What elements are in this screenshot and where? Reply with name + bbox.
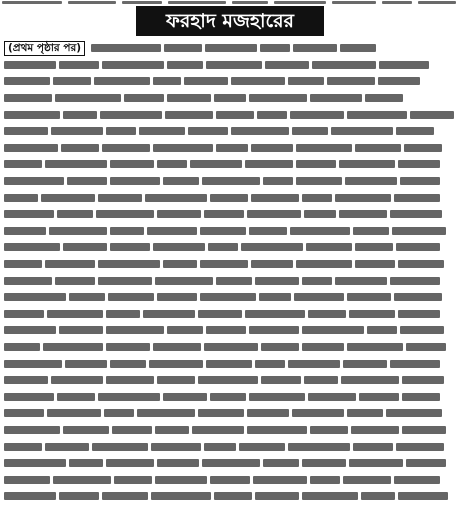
text-placeholder xyxy=(402,376,444,384)
text-placeholder xyxy=(355,243,393,251)
text-placeholder xyxy=(304,376,338,384)
text-placeholder xyxy=(157,376,195,384)
text-placeholder xyxy=(347,293,391,301)
text-placeholder xyxy=(396,243,440,251)
text-placeholder xyxy=(204,443,236,451)
text-placeholder xyxy=(114,476,152,484)
text-placeholder xyxy=(206,360,252,368)
text-placeholder xyxy=(137,409,195,417)
text-placeholder xyxy=(53,476,111,484)
text-placeholder xyxy=(310,426,348,434)
text-placeholder xyxy=(210,393,246,401)
text-placeholder xyxy=(157,160,187,168)
text-placeholder xyxy=(204,210,244,218)
text-line xyxy=(4,339,454,356)
text-placeholder xyxy=(110,360,146,368)
text-placeholder xyxy=(67,177,107,185)
text-placeholder xyxy=(335,194,391,202)
text-placeholder xyxy=(239,443,285,451)
text-placeholder xyxy=(249,326,299,334)
text-placeholder xyxy=(290,227,350,235)
text-placeholder xyxy=(147,227,197,235)
text-placeholder xyxy=(55,277,95,285)
text-placeholder xyxy=(247,210,301,218)
previous-article-text-fragment xyxy=(232,1,268,4)
text-placeholder xyxy=(4,77,50,85)
text-placeholder xyxy=(296,160,336,168)
text-placeholder xyxy=(247,409,289,417)
text-placeholder xyxy=(365,94,403,102)
text-placeholder xyxy=(157,459,199,467)
text-placeholder xyxy=(302,459,346,467)
text-placeholder xyxy=(4,177,64,185)
text-placeholder xyxy=(167,94,211,102)
text-placeholder xyxy=(347,409,383,417)
text-placeholder xyxy=(4,111,60,119)
text-placeholder xyxy=(214,94,246,102)
text-placeholder xyxy=(353,443,393,451)
text-placeholder xyxy=(108,293,154,301)
text-placeholder xyxy=(379,61,429,69)
text-placeholder xyxy=(151,443,201,451)
text-placeholder xyxy=(198,310,242,318)
text-placeholder xyxy=(106,326,164,334)
text-placeholder xyxy=(110,177,160,185)
text-placeholder xyxy=(396,127,434,135)
text-placeholder xyxy=(57,393,95,401)
text-placeholder xyxy=(106,127,136,135)
text-placeholder xyxy=(292,409,344,417)
text-placeholder xyxy=(139,127,185,135)
text-placeholder xyxy=(331,127,393,135)
text-placeholder xyxy=(302,194,332,202)
text-placeholder xyxy=(96,210,154,218)
text-placeholder xyxy=(4,326,56,334)
text-placeholder xyxy=(327,77,375,85)
text-placeholder xyxy=(110,160,154,168)
text-line xyxy=(4,488,454,505)
text-placeholder xyxy=(202,177,260,185)
text-placeholder xyxy=(198,409,244,417)
text-placeholder xyxy=(208,243,238,251)
text-placeholder xyxy=(398,310,440,318)
text-placeholder xyxy=(61,144,99,152)
text-placeholder xyxy=(247,426,307,434)
text-placeholder xyxy=(4,459,66,467)
text-placeholder xyxy=(112,426,152,434)
text-placeholder xyxy=(390,210,442,218)
text-placeholder xyxy=(293,44,337,52)
text-placeholder xyxy=(345,177,397,185)
text-placeholder xyxy=(100,111,162,119)
text-placeholder xyxy=(4,277,52,285)
text-placeholder xyxy=(396,443,444,451)
text-placeholder xyxy=(4,94,52,102)
previous-article-text-fragment xyxy=(168,1,226,4)
text-placeholder xyxy=(163,177,199,185)
text-placeholder xyxy=(102,492,148,500)
text-line xyxy=(4,289,454,306)
text-placeholder xyxy=(402,393,440,401)
text-placeholder xyxy=(155,476,207,484)
text-placeholder xyxy=(205,44,257,52)
text-placeholder xyxy=(4,492,56,500)
text-placeholder xyxy=(296,144,352,152)
text-placeholder xyxy=(145,194,207,202)
text-placeholder xyxy=(302,277,332,285)
text-placeholder xyxy=(167,61,203,69)
text-placeholder xyxy=(400,177,440,185)
text-line xyxy=(4,322,454,339)
text-placeholder xyxy=(184,77,228,85)
text-placeholder xyxy=(51,127,103,135)
text-placeholder xyxy=(98,260,160,268)
text-placeholder xyxy=(4,293,66,301)
text-placeholder xyxy=(153,144,213,152)
text-placeholder xyxy=(4,360,62,368)
text-placeholder xyxy=(57,210,93,218)
text-placeholder xyxy=(98,194,142,202)
text-placeholder xyxy=(288,77,324,85)
text-placeholder xyxy=(47,310,103,318)
headline: ফরহাদ মজহারের xyxy=(165,10,294,32)
text-placeholder xyxy=(63,243,107,251)
text-placeholder xyxy=(251,194,299,202)
text-placeholder xyxy=(263,459,299,467)
text-placeholder xyxy=(151,492,211,500)
text-placeholder xyxy=(157,293,197,301)
text-placeholder xyxy=(308,393,356,401)
text-placeholder xyxy=(69,459,103,467)
text-placeholder xyxy=(404,144,442,152)
text-placeholder xyxy=(255,360,285,368)
text-placeholder xyxy=(4,243,60,251)
text-placeholder xyxy=(59,326,103,334)
text-placeholder xyxy=(198,376,258,384)
text-placeholder xyxy=(361,492,395,500)
text-line xyxy=(4,405,454,422)
text-placeholder xyxy=(200,227,246,235)
text-placeholder xyxy=(288,443,350,451)
text-placeholder xyxy=(347,111,407,119)
text-line xyxy=(4,455,454,472)
text-placeholder xyxy=(390,277,440,285)
text-placeholder xyxy=(398,492,448,500)
text-placeholder xyxy=(110,243,150,251)
text-placeholder xyxy=(310,94,362,102)
article-paragraph xyxy=(4,40,454,505)
text-placeholder xyxy=(155,426,189,434)
text-placeholder xyxy=(45,443,89,451)
text-placeholder xyxy=(98,393,160,401)
text-line xyxy=(4,388,454,405)
text-placeholder xyxy=(343,360,387,368)
text-placeholder xyxy=(390,360,440,368)
text-placeholder xyxy=(216,111,254,119)
text-line xyxy=(4,355,454,372)
text-placeholder xyxy=(340,44,376,52)
text-placeholder xyxy=(302,326,364,334)
text-placeholder xyxy=(306,243,352,251)
text-line xyxy=(4,471,454,488)
text-placeholder xyxy=(302,492,358,500)
text-placeholder xyxy=(259,293,291,301)
text-placeholder xyxy=(398,260,444,268)
text-placeholder xyxy=(94,77,150,85)
text-line xyxy=(4,272,454,289)
text-placeholder xyxy=(104,409,134,417)
text-placeholder xyxy=(155,277,213,285)
text-line xyxy=(4,189,454,206)
text-placeholder xyxy=(241,243,303,251)
text-placeholder xyxy=(91,44,161,52)
text-placeholder xyxy=(245,160,293,168)
text-placeholder xyxy=(4,343,40,351)
previous-article-text-fragment xyxy=(2,1,62,4)
text-placeholder xyxy=(341,376,399,384)
text-placeholder xyxy=(200,293,256,301)
text-placeholder xyxy=(59,61,99,69)
text-placeholder xyxy=(251,260,293,268)
text-placeholder xyxy=(45,160,107,168)
headline-banner xyxy=(136,6,324,36)
article-body xyxy=(4,40,454,524)
text-placeholder xyxy=(165,111,213,119)
text-placeholder xyxy=(255,277,299,285)
text-placeholder xyxy=(406,343,446,351)
text-placeholder xyxy=(302,343,344,351)
text-placeholder xyxy=(378,77,420,85)
text-placeholder xyxy=(143,310,195,318)
text-line xyxy=(4,223,454,240)
text-placeholder xyxy=(69,293,105,301)
text-placeholder xyxy=(394,293,442,301)
text-placeholder xyxy=(4,310,44,318)
text-placeholder xyxy=(402,426,446,434)
text-placeholder xyxy=(153,77,181,85)
text-placeholder xyxy=(41,194,95,202)
text-placeholder xyxy=(290,111,344,119)
text-line xyxy=(4,256,454,273)
text-placeholder xyxy=(106,310,140,318)
text-placeholder xyxy=(204,343,258,351)
text-placeholder xyxy=(4,409,44,417)
text-placeholder xyxy=(4,144,58,152)
previous-article-text-fragment xyxy=(332,1,376,4)
previous-article-text-fragment xyxy=(418,1,456,4)
text-placeholder xyxy=(63,111,97,119)
text-placeholder xyxy=(251,144,293,152)
text-line xyxy=(4,156,454,173)
text-line xyxy=(4,438,454,455)
text-placeholder xyxy=(124,94,164,102)
text-line xyxy=(4,239,454,256)
text-placeholder xyxy=(231,77,285,85)
text-placeholder xyxy=(263,177,293,185)
text-placeholder xyxy=(349,459,403,467)
text-placeholder xyxy=(394,476,440,484)
text-placeholder xyxy=(335,277,387,285)
previous-article-text-fragment xyxy=(274,1,326,4)
text-placeholder xyxy=(45,260,95,268)
continued-from-front-page-tag: (প্রথম পৃষ্ঠার পর) xyxy=(4,41,85,56)
text-line xyxy=(4,73,454,90)
text-placeholder xyxy=(406,459,446,467)
text-placeholder xyxy=(153,343,201,351)
text-placeholder xyxy=(92,443,148,451)
previous-article-text-fragment xyxy=(68,1,116,4)
text-line xyxy=(4,40,454,57)
text-placeholder xyxy=(4,393,54,401)
text-line xyxy=(4,173,454,190)
text-placeholder xyxy=(359,393,399,401)
text-placeholder xyxy=(255,492,299,500)
text-placeholder xyxy=(47,409,101,417)
text-placeholder xyxy=(102,144,150,152)
text-placeholder xyxy=(106,459,154,467)
text-placeholder xyxy=(163,393,207,401)
text-placeholder xyxy=(261,343,299,351)
text-placeholder xyxy=(410,111,454,119)
text-line xyxy=(4,106,454,123)
text-placeholder xyxy=(53,77,91,85)
text-placeholder xyxy=(400,326,444,334)
text-line xyxy=(4,90,454,107)
text-placeholder xyxy=(110,227,144,235)
text-placeholder xyxy=(164,44,202,52)
text-placeholder xyxy=(4,210,54,218)
text-line xyxy=(4,372,454,389)
text-placeholder xyxy=(392,227,446,235)
text-placeholder xyxy=(288,360,340,368)
text-placeholder xyxy=(245,310,305,318)
text-placeholder xyxy=(4,227,46,235)
text-placeholder xyxy=(206,326,246,334)
text-placeholder xyxy=(202,459,260,467)
text-placeholder xyxy=(216,277,252,285)
text-placeholder xyxy=(253,476,307,484)
text-placeholder xyxy=(398,160,440,168)
text-placeholder xyxy=(102,61,164,69)
text-placeholder xyxy=(4,160,42,168)
text-placeholder xyxy=(249,227,287,235)
text-placeholder xyxy=(106,376,154,384)
text-placeholder xyxy=(355,144,401,152)
text-placeholder xyxy=(214,492,252,500)
text-placeholder xyxy=(4,443,42,451)
text-placeholder xyxy=(351,426,399,434)
text-placeholder xyxy=(43,343,103,351)
text-line xyxy=(4,206,454,223)
text-placeholder xyxy=(210,194,248,202)
text-placeholder xyxy=(265,61,309,69)
text-placeholder xyxy=(4,260,42,268)
text-placeholder xyxy=(4,476,50,484)
text-placeholder xyxy=(296,177,342,185)
text-line xyxy=(4,306,454,323)
text-placeholder xyxy=(347,343,403,351)
text-placeholder xyxy=(98,277,152,285)
text-placeholder xyxy=(65,360,107,368)
text-placeholder xyxy=(294,293,344,301)
text-placeholder xyxy=(304,210,336,218)
previous-article-strip xyxy=(0,0,459,5)
text-placeholder xyxy=(49,227,107,235)
text-placeholder xyxy=(386,409,442,417)
text-placeholder xyxy=(4,426,60,434)
text-placeholder xyxy=(4,376,48,384)
text-placeholder xyxy=(310,476,340,484)
text-placeholder xyxy=(51,376,103,384)
text-placeholder xyxy=(308,310,346,318)
text-placeholder xyxy=(216,144,248,152)
text-placeholder xyxy=(157,210,201,218)
text-placeholder xyxy=(249,393,305,401)
text-placeholder xyxy=(4,61,56,69)
text-placeholder xyxy=(149,360,203,368)
text-placeholder xyxy=(188,127,228,135)
text-placeholder xyxy=(206,61,262,69)
text-placeholder xyxy=(190,160,242,168)
text-placeholder xyxy=(355,260,395,268)
text-placeholder xyxy=(261,376,301,384)
text-placeholder xyxy=(312,61,376,69)
text-line xyxy=(4,123,454,140)
text-placeholder xyxy=(339,210,387,218)
text-line xyxy=(4,140,454,157)
previous-article-text-fragment xyxy=(382,1,412,4)
text-placeholder xyxy=(63,426,109,434)
text-placeholder xyxy=(231,127,289,135)
text-placeholder xyxy=(394,194,440,202)
text-placeholder xyxy=(106,343,150,351)
text-placeholder xyxy=(153,243,205,251)
text-placeholder xyxy=(200,260,248,268)
text-placeholder xyxy=(192,426,244,434)
text-placeholder xyxy=(59,492,99,500)
text-placeholder xyxy=(4,127,48,135)
text-placeholder xyxy=(249,94,307,102)
text-placeholder xyxy=(167,326,203,334)
text-placeholder xyxy=(257,111,287,119)
text-placeholder xyxy=(260,44,290,52)
text-placeholder xyxy=(339,160,395,168)
text-placeholder xyxy=(353,227,389,235)
text-placeholder xyxy=(367,326,397,334)
text-placeholder xyxy=(292,127,328,135)
text-placeholder xyxy=(55,94,121,102)
text-placeholder xyxy=(343,476,391,484)
text-line xyxy=(4,57,454,74)
text-placeholder xyxy=(163,260,197,268)
text-placeholder xyxy=(349,310,395,318)
text-placeholder xyxy=(4,194,38,202)
text-placeholder xyxy=(210,476,250,484)
text-placeholder xyxy=(296,260,352,268)
text-line xyxy=(4,422,454,439)
previous-article-text-fragment xyxy=(122,1,162,4)
